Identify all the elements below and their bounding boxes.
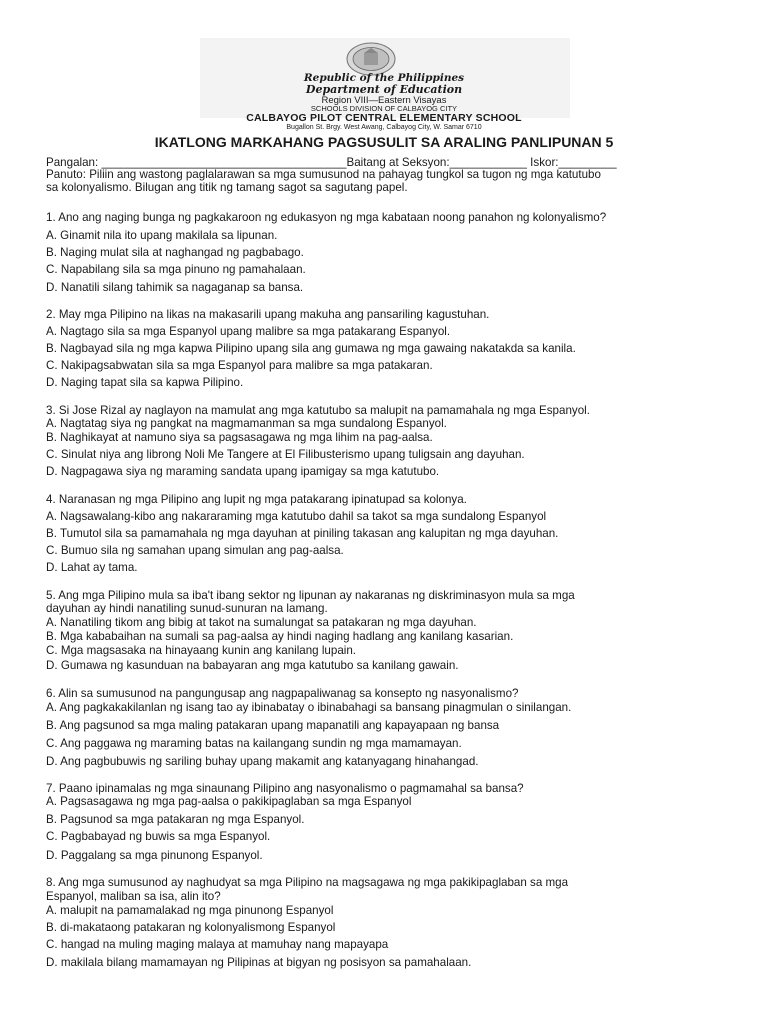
- answer-choice: C. Mga magsasaka na hinayaang kunin ang kanilang lupain.: [46, 644, 357, 657]
- answer-choice: B. Pagsunod sa mga patakaran ng mga Espanyol.: [46, 813, 305, 826]
- answer-choice: D. Lahat ay tama.: [46, 561, 138, 574]
- question-stem: 5. Ang mga Pilipino mula sa iba't ibang sektor ng lipunan ay nakaranas ng diskriminasyon mula sa mga: [46, 589, 575, 602]
- answer-choice: D. Ang pagbubuwis ng sariling buhay upang makamit ang katanyagang hinahangad.: [46, 755, 479, 768]
- student-info-line: Pangalan: ______________________________________Baitang at Seksyon:____________ Iskor:_________: [46, 156, 617, 169]
- answer-choice: A. Nanatiling tikom ang bibig at takot na sumalungat sa patakaran ng mga dayuhan.: [46, 616, 477, 629]
- answer-choice: C. hangad na muling maging malaya at mamuhay nang mapayapa: [46, 938, 389, 951]
- answer-choice: A. Ginamit nila ito upang makilala sa lipunan.: [46, 229, 278, 242]
- answer-choice: A. Nagtatag siya ng pangkat na magmamanman sa mga sundalong Espanyol.: [46, 417, 447, 430]
- question-stem: 6. Alin sa sumusunod na pangungusap ang nagpapaliwanag sa konsepto ng nasyonalismo?: [46, 687, 519, 700]
- answer-choice: B. Mga kababaihan na sumali sa pag-aalsa ay hindi naging hadlang ang kanilang kasarian.: [46, 630, 514, 643]
- deped-seal-logo: [345, 42, 397, 76]
- header-address: Bugallon St. Brgy. West Awang, Calbayog City, W. Samar 6710: [286, 124, 482, 131]
- answer-choice: C. Pagbabayad ng buwis sa mga Espanyol.: [46, 830, 271, 843]
- header-republic: Republic of the Philippines: [303, 72, 465, 84]
- answer-choice: C. Sinulat niya ang librong Noli Me Tangere at El Filibusterismo upang tuligsain ang dayuhan.: [46, 448, 525, 461]
- answer-choice: A. malupit na pamamalakad ng mga pinunong Espanyol: [46, 904, 334, 917]
- answer-choice: B. Naghikayat at namuno siya sa pagsasagawa ng mga lihim na pag-aalsa.: [46, 431, 433, 444]
- question-stem: 2. May mga Pilipino na likas na makasarili upang makuha ang pansariling kagustuhan.: [46, 308, 490, 321]
- question-stem: 1. Ano ang naging bunga ng pagkakaroon ng edukasyon ng mga kabataan noong panahon ng kolonyalismo?: [46, 211, 607, 224]
- answer-choice: A. Ang pagkakakilanlan ng isang tao ay ibinabatay o ibinabahagi sa bansang pinagmulan o sinilangan.: [46, 701, 572, 714]
- header-school: CALBAYOG PILOT CENTRAL ELEMENTARY SCHOOL: [246, 112, 522, 124]
- answer-choice: C. Bumuo sila ng samahan upang simulan ang pag-aalsa.: [46, 544, 344, 557]
- answer-choice: A. Nagsawalang-kibo ang nakararaming mga katutubo dahil sa takot sa mga sundalong Espanyol: [46, 510, 547, 523]
- question-stem: 8. Ang mga sumusunod ay naghudyat sa mga Pilipino na magsagawa ng mga pakikipaglaban sa mga: [46, 876, 569, 889]
- answer-choice: C. Nakipagsabwatan sila sa mga Espanyol para malibre sa mga patakaran.: [46, 359, 433, 372]
- answer-choice: C. Ang paggawa ng maraming batas na kailangang sundin ng mga mamamayan.: [46, 737, 462, 750]
- question-stem: 3. Si Jose Rizal ay naglayon na mamulat ang mga katutubo sa malupit na pamamahala ng mga Espanyol.: [46, 404, 590, 417]
- answer-choice: D. makilala bilang mamamayan ng Pilipinas at bigyan ng posisyon sa pamahalaan.: [46, 956, 472, 969]
- answer-choice: B. Nagbayad sila ng mga kapwa Pilipino upang sila ang gumawa ng mga gawaing nakatakda sa kanila.: [46, 342, 576, 355]
- answer-choice: B. Naging mulat sila at naghangad ng pagbabago.: [46, 246, 304, 259]
- answer-choice: D. Nanatili silang tahimik sa nagaganap sa bansa.: [46, 281, 304, 294]
- answer-choice: B. Ang pagsunod sa mga maling patakaran upang mapanatili ang kapayapaan ng bansa: [46, 719, 500, 732]
- answer-choice: D. Paggalang sa mga pinunong Espanyol.: [46, 849, 263, 862]
- answer-choice: B. Tumutol sila sa pamamahala ng mga dayuhan at piniling takasan ang kalupitan ng mga dayuhan.: [46, 527, 559, 540]
- answer-choice: D. Nagpagawa siya ng maraming sandata upang ipamigay sa mga katutubo.: [46, 465, 440, 478]
- answer-choice: C. Napabilang sila sa mga pinuno ng pamahalaan.: [46, 263, 306, 276]
- header-region: Region VIII—Eastern Visayas: [321, 95, 447, 106]
- question-stem: Espanyol, maliban sa isa, alin ito?: [46, 890, 221, 903]
- header-department: Department of Education: [305, 83, 463, 96]
- answer-choice: A. Pagsasagawa ng mga pag-aalsa o pakikipaglaban sa mga Espanyol: [46, 795, 412, 808]
- question-stem: 7. Paano ipinamalas ng mga sinaunang Pilipino ang nasyonalismo o pagmamahal sa bansa?: [46, 782, 524, 795]
- answer-choice: B. di-makataong patakaran ng kolonyalismong Espanyol: [46, 921, 336, 934]
- question-stem: dayuhan ay hindi nanatiling sunud-sunuran na lamang.: [46, 602, 328, 615]
- directions-line: Panuto: Piliin ang wastong paglalarawan sa mga sumusunod na pahayag tungkol sa tugon ng mga katutubo: [46, 168, 601, 181]
- header-division: SCHOOLS DIVISION OF CALBAYOG CITY: [310, 104, 458, 113]
- question-stem: 4. Naranasan ng mga Pilipino ang lupit ng mga patakarang ipinatupad sa kolonya.: [46, 493, 467, 506]
- directions-line: sa kolonyalismo. Bilugan ang titik ng tamang sagot sa sagutang papel.: [46, 181, 408, 194]
- exam-title: IKATLONG MARKAHANG PAGSUSULIT SA ARALING PANLIPUNAN 5: [154, 134, 614, 150]
- answer-choice: A. Nagtago sila sa mga Espanyol upang malibre sa mga patakarang Espanyol.: [46, 325, 451, 338]
- answer-choice: D. Gumawa ng kasunduan na babayaran ang mga katutubo sa kanilang gawain.: [46, 659, 459, 672]
- answer-choice: D. Naging tapat sila sa kapwa Pilipino.: [46, 376, 244, 389]
